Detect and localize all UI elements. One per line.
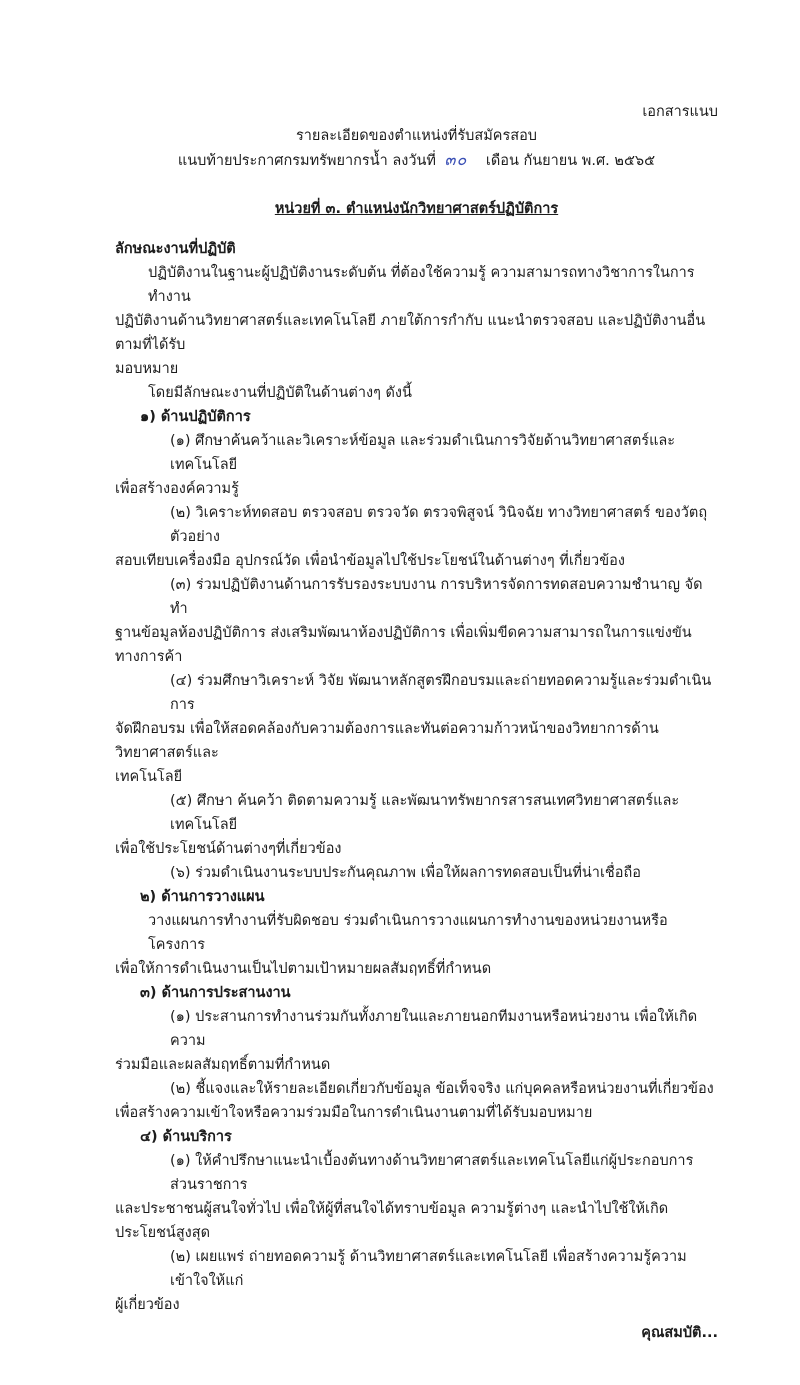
list-item-cont: จัดฝึกอบรม เพื่อให้สอดคล้องกับความต้องการและทันต่อความก้าวหน้าของวิทยาการด้านวิทยาศาสตร์และ (115, 721, 659, 761)
paragraph-line: ปฏิบัติงานด้านวิทยาศาสตร์และเทคโนโลยี ภายใต้การกำกับ แนะนำตรวจสอบ และปฏิบัติงานอื่นตามที่ได้รับ (115, 313, 706, 353)
subsection-heading: ๓) ด้านการประสานงาน (140, 985, 291, 1001)
list-item: (๑) ศึกษาค้นคว้าและวิเคราะห์ข้อมูล และร่วมดำเนินการวิจัยด้านวิทยาศาสตร์และเทคโนโลยี (170, 433, 676, 473)
paragraph-line: เพื่อให้การดำเนินงานเป็นไปตามเป้าหมายผลสัมฤทธิ์ที่กำหนด (115, 961, 492, 977)
list-item-cont: และประชาชนผู้สนใจทั่วไป เพื่อให้ผู้ที่สนใจได้ทราบข้อมูล ความรู้ต่างๆ และนำไปใช้ให้เกิดประโยชน์สูงสุด (115, 1201, 669, 1241)
list-item: (๒) ชี้แจงและให้รายละเอียดเกี่ยวกับข้อมูล ข้อเท็จจริง แก่บุคคลหรือหน่วยงานที่เกี่ยวข้อง (170, 1081, 714, 1097)
subtitle-prefix: แนบท้ายประกาศกรมทรัพยากรน้ำ ลงวันที่ (177, 153, 436, 169)
subsection-heading: ๑) ด้านปฏิบัติการ (140, 409, 251, 425)
section-heading: ลักษณะงานที่ปฏิบัติ (115, 241, 236, 257)
list-item-cont: สอบเทียบเครื่องมือ อุปกรณ์วัด เพื่อนำข้อมูลไปใช้ประโยชน์ในด้านต่างๆ ที่เกี่ยวข้อง (115, 553, 625, 569)
list-item: (๑) ให้คำปรึกษาแนะนำเบื้องต้นทางด้านวิทยาศาสตร์และเทคโนโลยีแก่ผู้ประกอบการ ส่วนราชการ (170, 1153, 694, 1193)
continuation-label: คุณสมบัติ... (641, 1325, 718, 1341)
subtitle-suffix: เดือน กันยายน พ.ศ. ๒๕๖๕ (485, 153, 656, 169)
list-item: (๔) ร่วมศึกษาวิเคราะห์ วิจัย พัฒนาหลักสูตรฝึกอบรมและถ่ายทอดความรู้และร่วมดำเนินการ (170, 673, 712, 713)
unit-heading-text: หน่วยที่ ๓. ตำแหน่งนักวิทยาศาสตร์ปฏิบัติการ (274, 201, 559, 217)
document-subtitle (115, 148, 718, 173)
list-item-cont: ร่วมมือและผลสัมฤทธิ์ตามที่กำหนด (115, 1057, 331, 1073)
list-item: (๖) ร่วมดำเนินงานระบบประกันคุณภาพ เพื่อให้ผลการทดสอบเป็นที่น่าเชื่อถือ (170, 865, 641, 881)
subsection-heading: ๔) ด้านบริการ (140, 1129, 232, 1145)
list-item-cont: เพื่อสร้างองค์ความรู้ (115, 481, 239, 497)
paragraph-line: ปฏิบัติงานในฐานะผู้ปฏิบัติงานระดับต้น ที่ต้องใช้ความรู้ ความสามารถทางวิชาการในการทำงาน (148, 265, 695, 305)
list-item: (๕) ศึกษา ค้นคว้า ติดตามความรู้ และพัฒนาทรัพยากรสารสนเทศวิทยาศาสตร์และเทคโนโลยี (170, 793, 680, 833)
paragraph-line: โดยมีลักษณะงานที่ปฏิบัติในด้านต่างๆ ดังนี้ (148, 385, 412, 401)
list-item: (๑) ประสานการทำงานร่วมกันทั้งภายในและภายนอกทีมงานหรือหน่วยงาน เพื่อให้เกิดความ (170, 1009, 698, 1049)
list-item: (๓) ร่วมปฏิบัติงานด้านการรับรองระบบงาน การบริหารจัดการทดสอบความชำนาญ จัดทำ (170, 577, 703, 617)
list-item-cont: เพื่อใช้ประโยชน์ด้านต่างๆที่เกี่ยวข้อง (115, 841, 342, 857)
subsection-heading: ๒) ด้านการวางแผน (140, 889, 265, 905)
list-item-cont: เพื่อสร้างความเข้าใจหรือความร่วมมือในการดำเนินงานตามที่ได้รับมอบหมาย (115, 1105, 593, 1121)
list-item-cont: เทคโนโลยี (115, 769, 183, 785)
document-title: รายละเอียดของตำแหน่งที่รับสมัครสอบ (295, 128, 538, 144)
list-item: (๒) เผยแพร่ ถ่ายทอดความรู้ ด้านวิทยาศาสตร์และเทคโนโลยี เพื่อสร้างความรู้ความเข้าใจให้แก่ (170, 1249, 687, 1289)
attachment-label: เอกสารแนบ (642, 104, 718, 120)
list-item: (๒) วิเคราะห์ทดสอบ ตรวจสอบ ตรวจวัด ตรวจพิสูจน์ วินิจฉัย ทางวิทยาศาสตร์ ของวัตถุตัวอย่าง (170, 505, 708, 545)
paragraph-line: วางแผนการทำงานที่รับผิดชอบ ร่วมดำเนินการวางแผนการทำงานของหน่วยงานหรือโครงการ (148, 913, 668, 953)
handwritten-day: ๓๐ (444, 150, 468, 169)
list-item-cont: ผู้เกี่ยวข้อง (115, 1297, 180, 1313)
list-item-cont: ฐานข้อมูลห้องปฏิบัติการ ส่งเสริมพัฒนาห้องปฏิบัติการ เพื่อเพิ่มขีดความสามารถในการแข่งขันทางการค้า (115, 625, 692, 665)
unit-heading (115, 197, 718, 221)
paragraph-line: มอบหมาย (115, 361, 179, 377)
